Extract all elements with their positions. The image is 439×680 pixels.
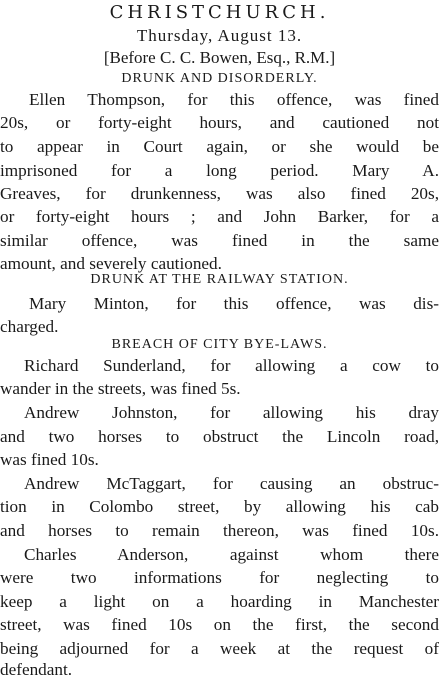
body-line: Greaves, for drunkenness, was also fined 20s, xyxy=(0,184,439,203)
body-line: was fined 10s. xyxy=(0,450,99,469)
article-date: Thursday, August 13. xyxy=(136,26,303,45)
body-line: Charles Anderson, against whom there xyxy=(24,545,439,564)
body-line: similar offence, was fined in the same xyxy=(0,231,439,250)
section-heading-railway-station: DRUNK AT THE RAILWAY STATION. xyxy=(90,272,349,287)
section-heading-city-bye-laws: BREACH OF CITY BYE-LAWS. xyxy=(111,337,328,352)
body-line: 20s, or forty-eight hours, and cautioned not xyxy=(0,113,439,132)
body-line: amount, and severely cautioned. xyxy=(0,254,222,273)
body-line: were two informations for neglecting to xyxy=(0,568,439,587)
body-line: defendant. xyxy=(0,660,73,679)
body-line: tion in Colombo street, by allowing his cab xyxy=(0,497,439,516)
body-line: Andrew Johnston, for allowing his dray xyxy=(24,403,439,422)
body-line: and two horses to obstruct the Lincoln road, xyxy=(0,427,439,446)
magistrate-line: [Before C. C. Bowen, Esq., R.M.] xyxy=(103,48,336,67)
body-line: or forty-eight hours ; and John Barker, for a xyxy=(0,207,439,226)
body-line: Ellen Thompson, for this offence, was fined xyxy=(29,90,439,109)
article-title: CHRISTCHURCH. xyxy=(109,2,330,23)
body-line: wander in the streets, was fined 5s. xyxy=(0,379,241,398)
body-line: and horses to remain thereon, was fined 10s. xyxy=(0,521,439,540)
body-line: to appear in Court again, or she would be xyxy=(0,137,439,156)
body-line: Andrew McTaggart, for causing an obstruc- xyxy=(24,474,439,493)
body-line: imprisoned for a long period. Mary A. xyxy=(0,161,439,180)
body-line: keep a light on a hoarding in Manchester xyxy=(0,592,439,611)
body-line: being adjourned for a week at the request of xyxy=(0,639,439,658)
body-line: street, was fined 10s on the first, the second xyxy=(0,615,439,634)
body-line: Mary Minton, for this offence, was dis- xyxy=(29,294,439,313)
body-line: Richard Sunderland, for allowing a cow to xyxy=(24,356,439,375)
body-line: charged. xyxy=(0,317,59,336)
section-heading-drunk-disorderly: DRUNK AND DISORDERLY. xyxy=(121,71,318,86)
